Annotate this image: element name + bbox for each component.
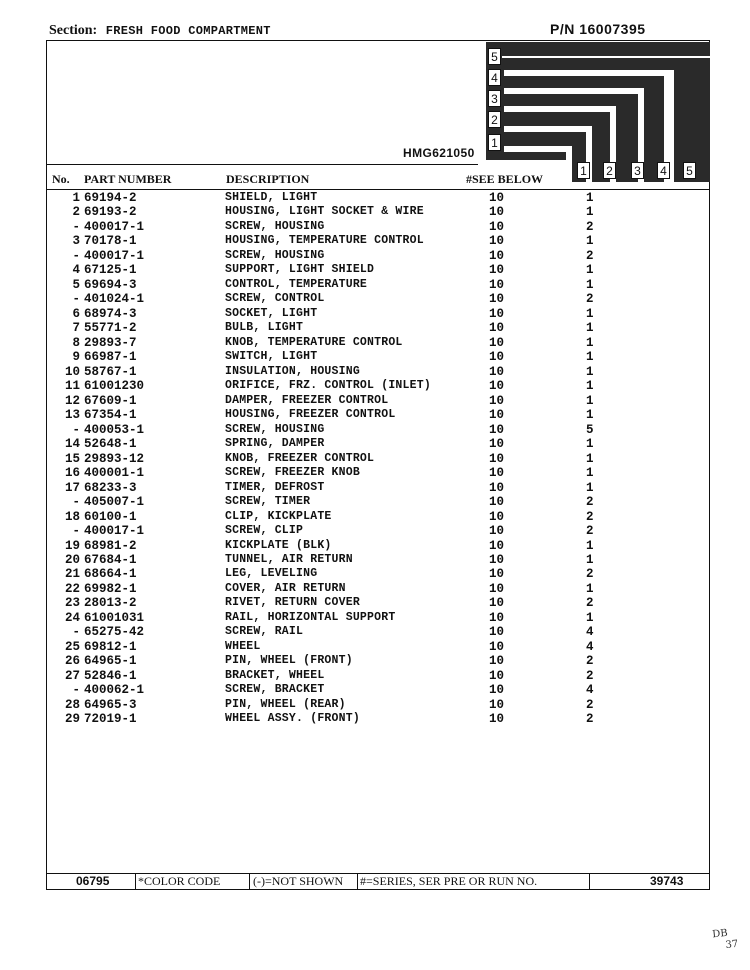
footer-date-code: 06795 [76, 874, 110, 888]
row-number: 14 [64, 437, 80, 452]
footer-divider [249, 873, 250, 890]
table-row [0, 683, 750, 697]
row-number: 6 [72, 306, 80, 321]
series-diagram [478, 42, 710, 182]
part-number: 61001230 [84, 379, 145, 394]
quantity: 2 [586, 292, 594, 307]
part-number: 67125-1 [84, 263, 137, 278]
section-label: Section: [49, 23, 98, 38]
quantity: 1 [586, 581, 594, 596]
quantity: 2 [586, 668, 594, 683]
col-header-no: No. [52, 172, 70, 186]
row-number: - [72, 495, 80, 510]
description: BULB, LIGHT [225, 321, 304, 335]
row-number: - [72, 625, 80, 640]
part-number: 400017-1 [84, 219, 145, 234]
series-label-4: 4 [488, 69, 501, 86]
footer-series-note: #=SERIES, SER PRE OR RUN NO. [360, 874, 538, 888]
quantity: 2 [586, 524, 594, 539]
description: HOUSING, TEMPERATURE CONTROL [225, 234, 424, 248]
quantity: 5 [586, 422, 594, 437]
quantity: 1 [586, 466, 594, 481]
series: 10 [489, 538, 505, 553]
series: 10 [489, 277, 505, 292]
series: 10 [489, 480, 505, 495]
description: SUPPORT, LIGHT SHIELD [225, 263, 375, 277]
series: 10 [489, 451, 505, 466]
description: SHIELD, LIGHT [225, 191, 318, 204]
series: 10 [489, 625, 505, 640]
row-number: 19 [64, 538, 80, 553]
quantity: 1 [586, 191, 594, 205]
series-col-label-3: 3 [631, 162, 644, 179]
pn-label: P/N [550, 21, 575, 37]
part-number: 400017-1 [84, 524, 145, 539]
col-header-see-below: #SEE BELOW [466, 172, 544, 186]
series: 10 [489, 712, 505, 727]
description: BRACKET, WHEEL [225, 668, 325, 682]
row-number: 22 [64, 581, 80, 596]
quantity: 1 [586, 263, 594, 278]
description: DAMPER, FREEZER CONTROL [225, 393, 389, 407]
description: SCREW, TIMER [225, 495, 311, 509]
part-number: 68981-2 [84, 538, 137, 553]
row-number: 3 [72, 234, 80, 249]
description: WHEEL ASSY. (FRONT) [225, 712, 360, 726]
series: 10 [489, 437, 505, 452]
series: 10 [489, 422, 505, 437]
series-col-label-1: 1 [577, 162, 590, 179]
series: 10 [489, 248, 505, 263]
series: 10 [489, 379, 505, 394]
stamp-line-2: 37 [725, 938, 739, 951]
quantity: 2 [586, 697, 594, 712]
part-number: 58767-1 [84, 364, 137, 379]
description: SCREW, CONTROL [225, 292, 325, 306]
series-label-3: 3 [488, 90, 501, 107]
row-number: - [72, 683, 80, 698]
series: 10 [489, 350, 505, 365]
row-number: 25 [64, 639, 80, 654]
table-row [0, 205, 750, 219]
row-number: 2 [72, 205, 80, 220]
table-row [0, 394, 750, 408]
row-number: 8 [72, 335, 80, 350]
quantity: 1 [586, 408, 594, 423]
table-row [0, 481, 750, 495]
series: 10 [489, 205, 505, 220]
description: HOUSING, LIGHT SOCKET & WIRE [225, 205, 424, 219]
description: SCREW, CLIP [225, 524, 304, 538]
table-row [0, 625, 750, 639]
description: SCREW, RAIL [225, 625, 304, 639]
model-number: HMG621050 [403, 146, 475, 160]
series: 10 [489, 219, 505, 234]
table-row [0, 452, 750, 466]
table-row [0, 553, 750, 567]
table-row [0, 524, 750, 538]
series-col-label-5: 5 [683, 162, 696, 179]
description: SCREW, FREEZER KNOB [225, 466, 360, 480]
part-number: 60100-1 [84, 509, 137, 524]
part-number: 405007-1 [84, 495, 145, 510]
table-row [0, 567, 750, 581]
col-header-description: DESCRIPTION [226, 172, 310, 186]
quantity: 4 [586, 683, 594, 698]
series: 10 [489, 553, 505, 567]
quantity: 1 [586, 451, 594, 466]
footer-color-code: *COLOR CODE [138, 874, 221, 888]
description: HOUSING, FREEZER CONTROL [225, 408, 396, 422]
row-number: 13 [64, 408, 80, 423]
description: KICKPLATE (BLK) [225, 538, 332, 552]
series: 10 [489, 596, 505, 611]
table-row [0, 423, 750, 437]
part-number: 68664-1 [84, 567, 137, 582]
quantity: 1 [586, 538, 594, 553]
quantity: 1 [586, 306, 594, 321]
row-number: 9 [72, 350, 80, 365]
footer-divider [135, 873, 136, 890]
table-row [0, 712, 750, 726]
part-number: 69194-2 [84, 191, 137, 205]
quantity: 1 [586, 321, 594, 336]
quantity: 2 [586, 712, 594, 727]
description: INSULATION, HOUSING [225, 364, 360, 378]
table-row [0, 495, 750, 509]
table-row [0, 321, 750, 335]
part-number: 69694-3 [84, 277, 137, 292]
part-number: 70178-1 [84, 234, 137, 249]
footer-not-shown: (-)=NOT SHOWN [253, 874, 344, 888]
part-number: 64965-3 [84, 697, 137, 712]
series: 10 [489, 306, 505, 321]
row-number: 4 [72, 263, 80, 278]
quantity: 1 [586, 364, 594, 379]
row-number: - [72, 219, 80, 234]
description: SCREW, BRACKET [225, 683, 325, 697]
series: 10 [489, 335, 505, 350]
table-row [0, 234, 750, 248]
series: 10 [489, 393, 505, 408]
section-value: FRESH FOOD COMPARTMENT [105, 24, 271, 38]
description: PIN, WHEEL (FRONT) [225, 654, 353, 668]
series: 10 [489, 509, 505, 524]
description: CLIP, KICKPLATE [225, 509, 332, 523]
quantity: 1 [586, 335, 594, 350]
part-number: 29893-12 [84, 451, 145, 466]
table-row [0, 263, 750, 277]
table-row [0, 466, 750, 480]
table-row [0, 640, 750, 654]
table-row [0, 510, 750, 524]
description: SCREW, HOUSING [225, 248, 325, 262]
description: ORIFICE, FRZ. CONTROL (INLET) [225, 379, 431, 393]
series: 10 [489, 234, 505, 249]
quantity: 2 [586, 567, 594, 582]
row-number: 20 [64, 553, 80, 567]
series: 10 [489, 668, 505, 683]
quantity: 1 [586, 379, 594, 394]
footer-divider [589, 873, 590, 890]
quantity: 2 [586, 495, 594, 510]
part-number: 68974-3 [84, 306, 137, 321]
series: 10 [489, 683, 505, 698]
pn-value: 16007395 [579, 21, 646, 37]
row-number: 7 [72, 321, 80, 336]
row-number: - [72, 248, 80, 263]
part-number: 67684-1 [84, 553, 137, 567]
part-number: 65275-42 [84, 625, 145, 640]
part-number: 52846-1 [84, 668, 137, 683]
row-number: 29 [64, 712, 80, 727]
quantity: 1 [586, 393, 594, 408]
row-number: 16 [64, 466, 80, 481]
table-row [0, 654, 750, 668]
quantity: 1 [586, 437, 594, 452]
part-number: 400001-1 [84, 466, 145, 481]
description: KNOB, TEMPERATURE CONTROL [225, 335, 403, 349]
series: 10 [489, 654, 505, 669]
table-row [0, 539, 750, 553]
description: LEG, LEVELING [225, 567, 318, 581]
quantity: 2 [586, 654, 594, 669]
quantity: 4 [586, 625, 594, 640]
series: 10 [489, 321, 505, 336]
series: 10 [489, 610, 505, 625]
row-number: 26 [64, 654, 80, 669]
description: KNOB, FREEZER CONTROL [225, 451, 375, 465]
column-header-rule [46, 189, 710, 190]
series-col-label-2: 2 [603, 162, 616, 179]
series: 10 [489, 263, 505, 278]
part-number: 68233-3 [84, 480, 137, 495]
description: PIN, WHEEL (REAR) [225, 697, 346, 711]
col-header-part-number: PART NUMBER [84, 172, 172, 186]
table-row [0, 307, 750, 321]
table-row [0, 379, 750, 393]
section-heading [49, 23, 271, 39]
series: 10 [489, 697, 505, 712]
row-number: 21 [64, 567, 80, 582]
part-number: 29893-7 [84, 335, 137, 350]
description: SOCKET, LIGHT [225, 306, 318, 320]
quantity: 1 [586, 277, 594, 292]
description: SWITCH, LIGHT [225, 350, 318, 364]
table-row [0, 249, 750, 263]
description: TIMER, DEFROST [225, 480, 325, 494]
series-label-1: 1 [488, 134, 501, 151]
row-number: - [72, 292, 80, 307]
quantity: 1 [586, 480, 594, 495]
part-number: 72019-1 [84, 712, 137, 727]
table-row [0, 596, 750, 610]
row-number: 1 [72, 191, 80, 205]
table-row [0, 350, 750, 364]
row-number: - [72, 524, 80, 539]
footer-divider [357, 873, 358, 890]
part-number: 400062-1 [84, 683, 145, 698]
table-row [0, 669, 750, 683]
handwritten-initials [712, 927, 739, 953]
row-number: 15 [64, 451, 80, 466]
part-number: 28013-2 [84, 596, 137, 611]
row-number: 17 [64, 480, 80, 495]
description: RIVET, RETURN COVER [225, 596, 360, 610]
table-row [0, 336, 750, 350]
quantity: 2 [586, 509, 594, 524]
table-row [0, 698, 750, 712]
part-number: 67354-1 [84, 408, 137, 423]
part-number: 69982-1 [84, 581, 137, 596]
row-number: 23 [64, 596, 80, 611]
quantity: 2 [586, 219, 594, 234]
quantity: 2 [586, 596, 594, 611]
table-row [0, 408, 750, 422]
part-number: 52648-1 [84, 437, 137, 452]
description: WHEEL [225, 639, 261, 653]
part-number: 401024-1 [84, 292, 145, 307]
description: RAIL, HORIZONTAL SUPPORT [225, 610, 396, 624]
table-row [0, 292, 750, 306]
series: 10 [489, 524, 505, 539]
series: 10 [489, 639, 505, 654]
row-number: 28 [64, 697, 80, 712]
table-row [0, 582, 750, 596]
description: CONTROL, TEMPERATURE [225, 277, 368, 291]
series: 10 [489, 466, 505, 481]
row-number: 18 [64, 509, 80, 524]
part-number-heading [550, 21, 646, 37]
row-number: 27 [64, 668, 80, 683]
table-row [0, 278, 750, 292]
quantity: 1 [586, 350, 594, 365]
quantity: 4 [586, 639, 594, 654]
row-number: 5 [72, 277, 80, 292]
row-number: 12 [64, 393, 80, 408]
series: 10 [489, 408, 505, 423]
series: 10 [489, 567, 505, 582]
table-row [0, 220, 750, 234]
description: COVER, AIR RETURN [225, 581, 346, 595]
stamp-line-1: DB [711, 927, 729, 941]
series-label-5: 5 [488, 48, 501, 65]
part-number: 64965-1 [84, 654, 137, 669]
table-row [0, 611, 750, 625]
row-number: - [72, 422, 80, 437]
part-number: 55771-2 [84, 321, 137, 336]
quantity: 1 [586, 610, 594, 625]
part-number: 69193-2 [84, 205, 137, 220]
series: 10 [489, 581, 505, 596]
footer-bar [46, 873, 710, 890]
quantity: 1 [586, 205, 594, 220]
part-number: 66987-1 [84, 350, 137, 365]
quantity: 2 [586, 248, 594, 263]
series: 10 [489, 364, 505, 379]
part-number: 400053-1 [84, 422, 145, 437]
part-number: 61001031 [84, 610, 145, 625]
description: SCREW, HOUSING [225, 422, 325, 436]
description: SCREW, HOUSING [225, 219, 325, 233]
table-row [0, 191, 750, 205]
series: 10 [489, 292, 505, 307]
series-col-label-4: 4 [657, 162, 670, 179]
series: 10 [489, 495, 505, 510]
quantity: 1 [586, 234, 594, 249]
part-number: 69812-1 [84, 639, 137, 654]
table-row [0, 365, 750, 379]
footer-doc-number: 39743 [650, 874, 684, 888]
series-label-2: 2 [488, 111, 501, 128]
part-number: 67609-1 [84, 393, 137, 408]
quantity: 1 [586, 553, 594, 567]
row-number: 24 [64, 610, 80, 625]
series: 10 [489, 191, 505, 205]
part-number: 400017-1 [84, 248, 145, 263]
table-row [0, 437, 750, 451]
row-number: 11 [64, 379, 80, 394]
row-number: 10 [64, 364, 80, 379]
description: TUNNEL, AIR RETURN [225, 553, 353, 566]
description: SPRING, DAMPER [225, 437, 325, 451]
